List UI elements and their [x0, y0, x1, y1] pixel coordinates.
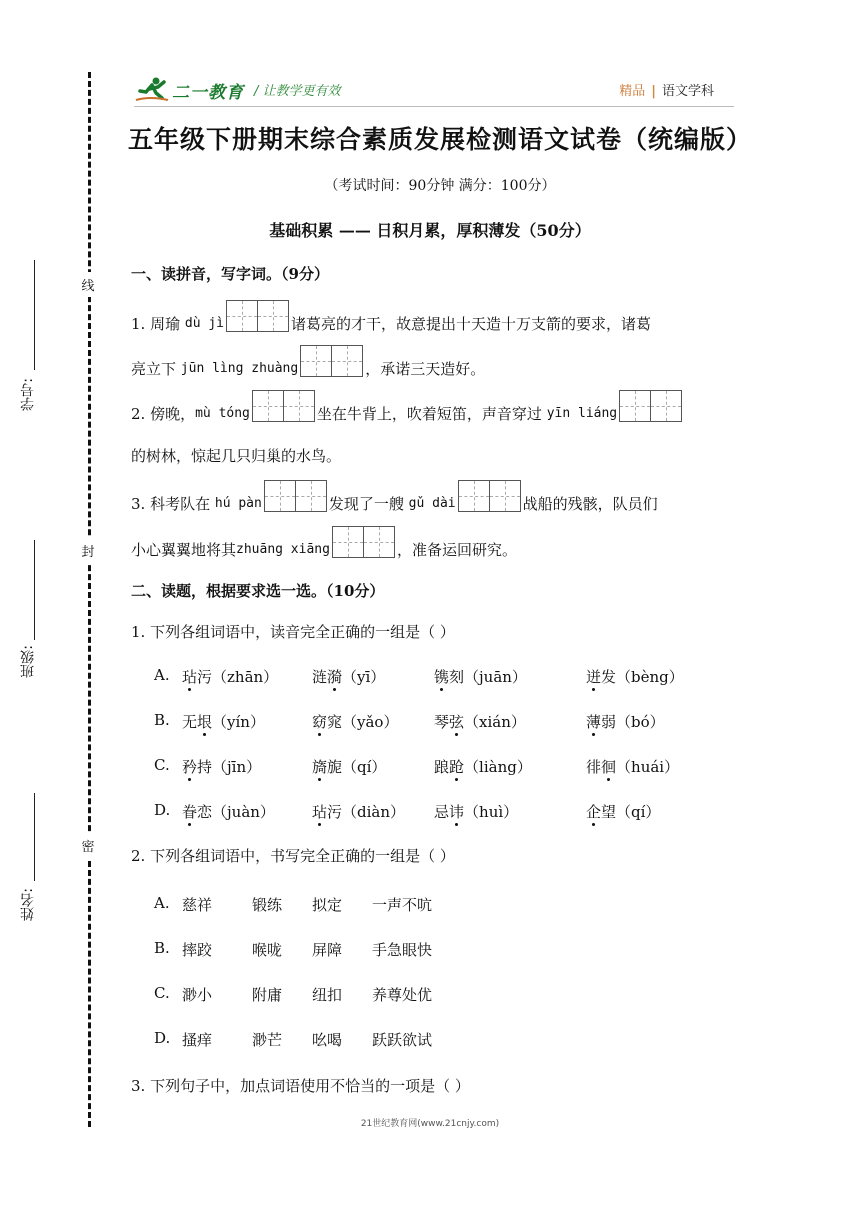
logo	[134, 76, 244, 104]
logo-text: 二一教育	[172, 82, 244, 103]
option-word: 薄弱（bó）	[586, 713, 665, 731]
answer-grid[interactable]	[252, 390, 315, 422]
student-id-label: 学号:	[20, 378, 36, 411]
p1-q1-line1: 1. 周瑜 dù jì 诸葛亮的才干，故意提出十天造十万支箭的要求，诸葛	[131, 300, 651, 334]
p1-q3-line2: 小心翼翼地将其 zhuāng xiāng ，准备运回研究。	[131, 526, 517, 560]
option-word: 旖旎（qí）	[312, 758, 387, 776]
section-heading: 基础积累 —— 日积月累，厚积薄发（50分）	[269, 221, 591, 240]
subject-label: 语文学科	[661, 84, 714, 99]
answer-grid[interactable]	[264, 480, 327, 512]
answer-grid[interactable]	[226, 300, 289, 332]
exam-info: （考试时间：90分钟 满分：100分）	[324, 178, 556, 194]
option-word: 窈窕（yǎo）	[312, 713, 399, 731]
answer-grid[interactable]	[619, 390, 682, 422]
student-id-line	[34, 260, 35, 370]
binding-char-mi: 密	[77, 833, 99, 858]
class-field[interactable]	[14, 540, 44, 700]
name-line	[34, 793, 35, 881]
student-id-field[interactable]	[14, 260, 44, 420]
runner-logo-icon	[134, 76, 170, 104]
option-word: 企望（qí）	[586, 803, 661, 821]
page-footer: 21世纪教育网(www.21cnjy.com)	[360, 1119, 500, 1129]
option-word: 忌讳（huì）	[434, 803, 519, 821]
part2-title: 二、读题，根据要求选一选。（10分）	[131, 582, 385, 600]
header-slogan: / 让教学更有效	[254, 84, 341, 99]
option-word: 涟漪（yī）	[312, 668, 386, 686]
binding-char-xian: 线	[77, 272, 99, 297]
binding-char-feng: 封	[77, 538, 99, 563]
p2-q3-stem: 3. 下列句子中，加点词语使用不恰当的一项是（ ）	[131, 1077, 470, 1095]
name-label: 姓名:	[20, 888, 36, 921]
option-word: 玷污（zhān）	[182, 668, 279, 686]
header-divider	[134, 106, 734, 107]
page-title: 五年级下册期末综合素质发展检测语文试卷（统编版）	[127, 125, 752, 154]
option-word: 踉跄（liàng）	[434, 758, 532, 776]
answer-grid[interactable]	[332, 526, 395, 558]
class-label: 班级:	[20, 645, 36, 678]
option-word: 镌刻（juān）	[434, 668, 527, 686]
option-word: 眷恋（juàn）	[182, 803, 275, 821]
page-header	[134, 70, 824, 110]
answer-grid[interactable]	[458, 480, 521, 512]
part1-title: 一、读拼音，写字词。（9分）	[131, 265, 329, 283]
option-word: 琴弦（xián）	[434, 713, 526, 731]
option-word: 矜持（jīn）	[182, 758, 262, 776]
header-right	[619, 80, 714, 99]
class-line	[34, 540, 35, 640]
p1-q2-line1: 2. 傍晚， mù tóng 坐在牛背上，吹着短笛，声音穿过 yīn liáng	[131, 390, 684, 424]
p1-q3-line1: 3. 科考队在 hú pàn 发现了一艘 gǔ dài 战船的残骸，队员们	[131, 480, 658, 514]
p1-q1-line2: 亮立下 jūn lìng zhuàng ，承诺三天造好。	[131, 345, 485, 379]
option-word: 无垠（yín）	[182, 713, 265, 731]
option-word: 玷污（diàn）	[312, 803, 406, 821]
p2-q1-stem: 1. 下列各组词语中，读音完全正确的一组是（ ）	[131, 623, 455, 641]
header-separator: |	[651, 84, 656, 99]
name-field[interactable]	[14, 793, 44, 953]
quality-badge: 精品	[619, 84, 646, 99]
option-word: 徘徊（huái）	[586, 758, 680, 776]
p1-q2-line2: 的树林，惊起几只归巢的水鸟。	[131, 447, 342, 465]
p2-q2-stem: 2. 下列各组词语中，书写完全正确的一组是（ ）	[131, 847, 455, 865]
answer-grid[interactable]	[300, 345, 363, 377]
option-word: 迸发（bèng）	[586, 668, 684, 686]
